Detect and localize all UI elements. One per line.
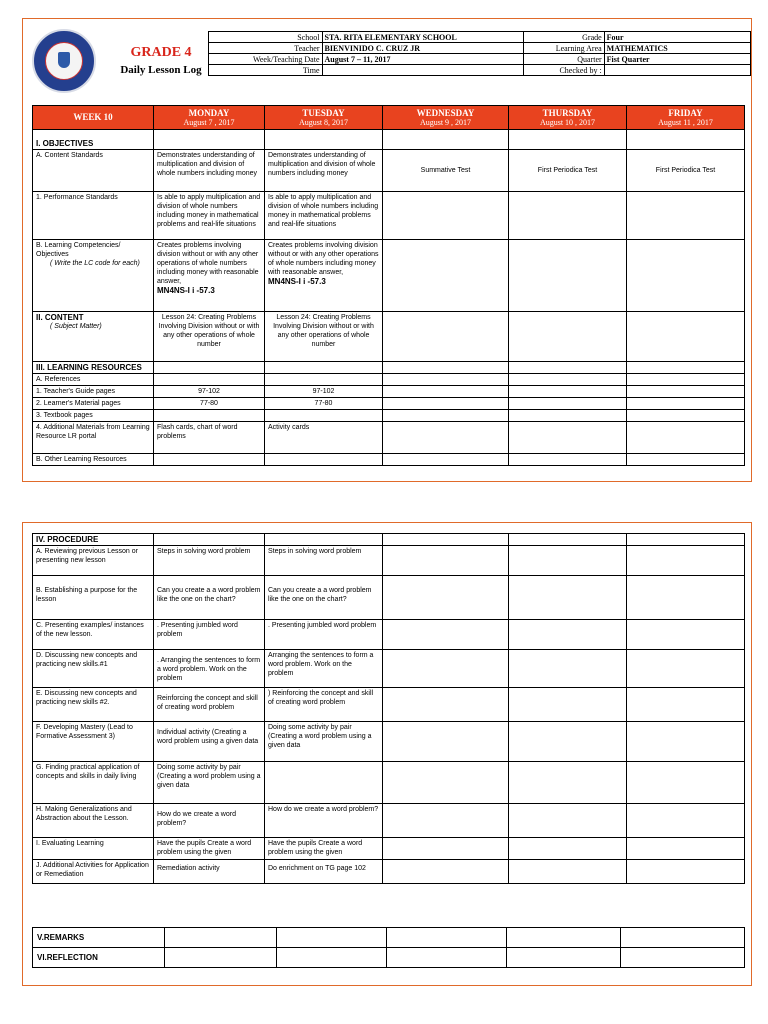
- cell-tue: . Presenting jumbled word problem: [265, 620, 383, 650]
- empty-cell: [509, 620, 627, 650]
- procedure-row: [33, 576, 745, 620]
- header-info-table: [208, 31, 751, 76]
- empty-cell: [621, 948, 745, 968]
- empty-cell: [627, 762, 745, 804]
- cell-mon: Can you create a a word problem like the one on the chart?: [154, 576, 265, 620]
- empty-cell: [509, 386, 627, 398]
- empty-cell: [509, 362, 627, 374]
- textbook-label: 3. Textbook pages: [33, 410, 154, 422]
- procedure-label: A. Reviewing previous Lesson or presenting new lesson: [33, 546, 154, 576]
- learning-area-label: Learning Area: [524, 43, 605, 54]
- empty-cell: [165, 928, 277, 948]
- procedure-table: [32, 533, 745, 884]
- cell-thu: First Periodica Test: [509, 150, 627, 192]
- procedure-row: [33, 860, 745, 884]
- week-value: August 7 – 11, 2017: [322, 54, 524, 65]
- remarks-label: V.REMARKS: [33, 928, 165, 948]
- cell-tue: How do we create a word problem?: [265, 804, 383, 838]
- day-header-monday: MONDAY August 7 , 2017: [154, 106, 265, 130]
- empty-cell: [509, 838, 627, 860]
- other-resources-row: [33, 454, 745, 466]
- cell-tue: Do enrichment on TG page 102: [265, 860, 383, 884]
- empty-cell: [383, 546, 509, 576]
- empty-cell: [383, 722, 509, 762]
- additional-materials-label: 4. Additional Materials from Learning Resource LR portal: [33, 422, 154, 454]
- empty-cell: [383, 410, 509, 422]
- procedure-label: B. Establishing a purpose for the lesson: [33, 576, 154, 620]
- log-title: Daily Lesson Log: [120, 64, 202, 76]
- empty-cell: [265, 130, 383, 150]
- cell-mon: Doing some activity by pair (Creating a word problem using a given data: [154, 762, 265, 804]
- reflection-row: [33, 948, 745, 968]
- resources-row: [33, 362, 745, 374]
- procedure-label: F. Developing Mastery (Lead to Formative Assessment 3): [33, 722, 154, 762]
- day-header-wednesday: WEDNESDAY August 9 , 2017: [383, 106, 509, 130]
- lesson-log-page-2: [22, 522, 752, 986]
- empty-cell: [627, 534, 745, 546]
- empty-cell: [509, 546, 627, 576]
- learners-material-label: 2. Learner's Material pages: [33, 398, 154, 410]
- cell-tue: 97-102: [265, 386, 383, 398]
- procedure-label: I. Evaluating Learning: [33, 838, 154, 860]
- cell-mon: Reinforcing the concept and skill of creating word problem: [154, 688, 265, 722]
- empty-cell: [165, 948, 277, 968]
- deped-seal-logo: [32, 29, 96, 93]
- empty-cell: [387, 928, 507, 948]
- teacher-value: BIENVINIDO C. CRUZ JR: [322, 43, 524, 54]
- empty-cell: [265, 374, 383, 386]
- empty-cell: [509, 422, 627, 454]
- procedure-label: C. Presenting examples/ instances of the new lesson.: [33, 620, 154, 650]
- references-label: A. References: [33, 374, 154, 386]
- empty-cell: [621, 928, 745, 948]
- empty-cell: [627, 722, 745, 762]
- empty-cell: [383, 620, 509, 650]
- procedure-label: E. Discussing new concepts and practicing new skills #2.: [33, 688, 154, 722]
- empty-cell: [627, 576, 745, 620]
- empty-cell: [383, 762, 509, 804]
- empty-cell: [383, 688, 509, 722]
- school-label: School: [209, 32, 323, 43]
- cell-mon: 77-80: [154, 398, 265, 410]
- procedure-label: J. Additional Activities for Application or Remediation: [33, 860, 154, 884]
- procedure-title: IV. PROCEDURE: [33, 534, 154, 546]
- objectives-row: [33, 130, 745, 150]
- empty-cell: [509, 860, 627, 884]
- procedure-label: H. Making Generalizations and Abstraction about the Lesson.: [33, 804, 154, 838]
- cell-tue: Is able to apply multiplication and division of whole numbers including money in mathematical problems and real-life situations: [265, 192, 383, 240]
- empty-cell: [265, 454, 383, 466]
- lesson-table-top: [32, 105, 745, 466]
- empty-cell: [383, 312, 509, 362]
- empty-cell: [383, 804, 509, 838]
- procedure-row: [33, 688, 745, 722]
- empty-cell: [383, 386, 509, 398]
- empty-cell: [509, 398, 627, 410]
- cell-mon: Have the pupils Create a word problem using the given: [154, 838, 265, 860]
- performance-standards-label: 1. Performance Standards: [33, 192, 154, 240]
- empty-cell: [509, 688, 627, 722]
- reflection-label: VI.REFLECTION: [33, 948, 165, 968]
- empty-cell: [507, 948, 621, 968]
- competencies-row: [33, 240, 745, 312]
- empty-cell: [509, 410, 627, 422]
- empty-cell: [509, 312, 627, 362]
- cell-tue: Have the pupils Create a word problem using the given: [265, 838, 383, 860]
- empty-cell: [627, 620, 745, 650]
- quarter-value: Fist Quarter: [604, 54, 750, 65]
- empty-cell: [509, 240, 627, 312]
- objectives-title: I. OBJECTIVES: [33, 130, 154, 150]
- content-row: [33, 312, 745, 362]
- empty-cell: [509, 762, 627, 804]
- teachers-guide-label: 1. Teacher's Guide pages: [33, 386, 154, 398]
- competencies-label: B. Learning Competencies/ Objectives ( Write the LC code for each): [33, 240, 154, 312]
- week-label: Week/Teaching Date: [209, 54, 323, 65]
- empty-cell: [383, 454, 509, 466]
- grade-title: GRADE 4: [130, 45, 192, 60]
- other-resources-label: B. Other Learning Resources: [33, 454, 154, 466]
- learning-area-value: MATHEMATICS: [604, 43, 750, 54]
- empty-cell: [509, 576, 627, 620]
- procedure-label: G. Finding practical application of concepts and skills in daily living: [33, 762, 154, 804]
- cell-mon: Steps in solving word problem: [154, 546, 265, 576]
- empty-cell: [383, 398, 509, 410]
- cell-tue: Steps in solving word problem: [265, 546, 383, 576]
- empty-cell: [154, 410, 265, 422]
- cell-fri: First Periodica Test: [627, 150, 745, 192]
- empty-cell: [627, 454, 745, 466]
- empty-cell: [627, 386, 745, 398]
- procedure-row: [33, 762, 745, 804]
- empty-cell: [627, 312, 745, 362]
- empty-cell: [154, 534, 265, 546]
- procedure-row: [33, 620, 745, 650]
- empty-cell: [265, 534, 383, 546]
- empty-cell: [383, 374, 509, 386]
- cell-tue: Doing some activity by pair (Creating a word problem using a given data: [265, 722, 383, 762]
- cell-mon: Is able to apply multiplication and division of whole numbers including money in mathematical problems and real-life situations: [154, 192, 265, 240]
- school-value: STA. RITA ELEMENTARY SCHOOL: [322, 32, 524, 43]
- empty-cell: [509, 130, 627, 150]
- empty-cell: [383, 130, 509, 150]
- grade-label: Grade: [524, 32, 605, 43]
- cell-tue: ) Reinforcing the concept and skill of creating word problem: [265, 688, 383, 722]
- grade-value: Four: [604, 32, 750, 43]
- textbook-row: [33, 410, 745, 422]
- content-standards-row: [33, 150, 745, 192]
- cell-tue: [265, 762, 383, 804]
- performance-standards-row: [33, 192, 745, 240]
- empty-cell: [383, 838, 509, 860]
- empty-cell: [627, 130, 745, 150]
- cell-tue: Demonstrates understanding of multiplication and division of whole numbers including money: [265, 150, 383, 192]
- remarks-reflection-table: [32, 927, 745, 968]
- teachers-guide-row: [33, 386, 745, 398]
- cell-mon: Demonstrates understanding of multiplication and division of whole numbers including money: [154, 150, 265, 192]
- cell-tue: Arranging the sentences to form a word problem. Work on the problem: [265, 650, 383, 688]
- empty-cell: [277, 948, 387, 968]
- time-label: Time: [209, 65, 323, 76]
- day-header-tuesday: TUESDAY August 8, 2017: [265, 106, 383, 130]
- teacher-label: Teacher: [209, 43, 323, 54]
- cell-mon: Remediation activity: [154, 860, 265, 884]
- cell-tue: Creates problems involving division without or with any other operations of whole numbers including money with reasonable answer, MN4NS-I i -57.3: [265, 240, 383, 312]
- cell-tue: Can you create a a word problem like the one on the chart?: [265, 576, 383, 620]
- cell-tue: Lesson 24: Creating Problems Involving Division without or with any other operations of whole number: [265, 312, 383, 362]
- empty-cell: [387, 948, 507, 968]
- empty-cell: [154, 362, 265, 374]
- empty-cell: [507, 928, 621, 948]
- content-label: II. CONTENT ( Subject Matter): [33, 312, 154, 362]
- day-header-friday: FRIDAY August 11 , 2017: [627, 106, 745, 130]
- week-cell: WEEK 10: [33, 106, 154, 130]
- empty-cell: [265, 410, 383, 422]
- cell-mon: Creates problems involving division without or with any other operations of whole numbers including money with reasonable answer, MN4NS-I i -57.3: [154, 240, 265, 312]
- empty-cell: [509, 722, 627, 762]
- empty-cell: [509, 374, 627, 386]
- content-standards-label: A. Content Standards: [33, 150, 154, 192]
- procedure-row: [33, 804, 745, 838]
- empty-cell: [509, 804, 627, 838]
- cell-mon: 97-102: [154, 386, 265, 398]
- remarks-row: [33, 928, 745, 948]
- empty-cell: [627, 804, 745, 838]
- empty-cell: [383, 534, 509, 546]
- cell-mon: How do we create a word problem?: [154, 804, 265, 838]
- procedure-title-row: [33, 534, 745, 546]
- checked-by-label: Checked by :: [524, 65, 605, 76]
- empty-cell: [627, 240, 745, 312]
- procedure-label: D. Discussing new concepts and practicing new skills.#1: [33, 650, 154, 688]
- cell-mon: Lesson 24: Creating Problems Involving Division without or with any other operations of whole number: [154, 312, 265, 362]
- cell-tue: 77-80: [265, 398, 383, 410]
- time-value: [322, 65, 524, 76]
- empty-cell: [154, 130, 265, 150]
- empty-cell: [383, 650, 509, 688]
- empty-cell: [154, 454, 265, 466]
- learners-material-row: [33, 398, 745, 410]
- empty-cell: [277, 928, 387, 948]
- day-header-thursday: THURSDAY August 10 , 2017: [509, 106, 627, 130]
- empty-cell: [265, 362, 383, 374]
- empty-cell: [627, 688, 745, 722]
- resources-title: III. LEARNING RESOURCES: [33, 362, 154, 374]
- checked-by-value: [604, 65, 750, 76]
- empty-cell: [627, 192, 745, 240]
- empty-cell: [383, 860, 509, 884]
- empty-cell: [627, 398, 745, 410]
- procedure-row: [33, 650, 745, 688]
- cell-tue: Activity cards: [265, 422, 383, 454]
- empty-cell: [509, 650, 627, 688]
- additional-materials-row: [33, 422, 745, 454]
- empty-cell: [383, 422, 509, 454]
- procedure-row: [33, 838, 745, 860]
- empty-cell: [509, 534, 627, 546]
- procedure-row: [33, 546, 745, 576]
- empty-cell: [627, 650, 745, 688]
- empty-cell: [627, 546, 745, 576]
- empty-cell: [154, 374, 265, 386]
- empty-cell: [383, 576, 509, 620]
- empty-cell: [509, 454, 627, 466]
- quarter-label: Quarter: [524, 54, 605, 65]
- empty-cell: [383, 362, 509, 374]
- empty-cell: [383, 240, 509, 312]
- lesson-log-page-1: [22, 18, 752, 482]
- empty-cell: [627, 410, 745, 422]
- cell-wed: Summative Test: [383, 150, 509, 192]
- cell-mon: Flash cards, chart of word problems: [154, 422, 265, 454]
- cell-mon: . Presenting jumbled word problem: [154, 620, 265, 650]
- empty-cell: [383, 192, 509, 240]
- empty-cell: [627, 374, 745, 386]
- cell-mon: . Arranging the sentences to form a word problem. Work on the problem: [154, 650, 265, 688]
- empty-cell: [627, 362, 745, 374]
- empty-cell: [509, 192, 627, 240]
- empty-cell: [627, 838, 745, 860]
- day-header-row: [33, 106, 745, 130]
- cell-mon: Individual activity (Creating a word problem using a given data: [154, 722, 265, 762]
- empty-cell: [627, 860, 745, 884]
- references-row: [33, 374, 745, 386]
- empty-cell: [627, 422, 745, 454]
- procedure-row: [33, 722, 745, 762]
